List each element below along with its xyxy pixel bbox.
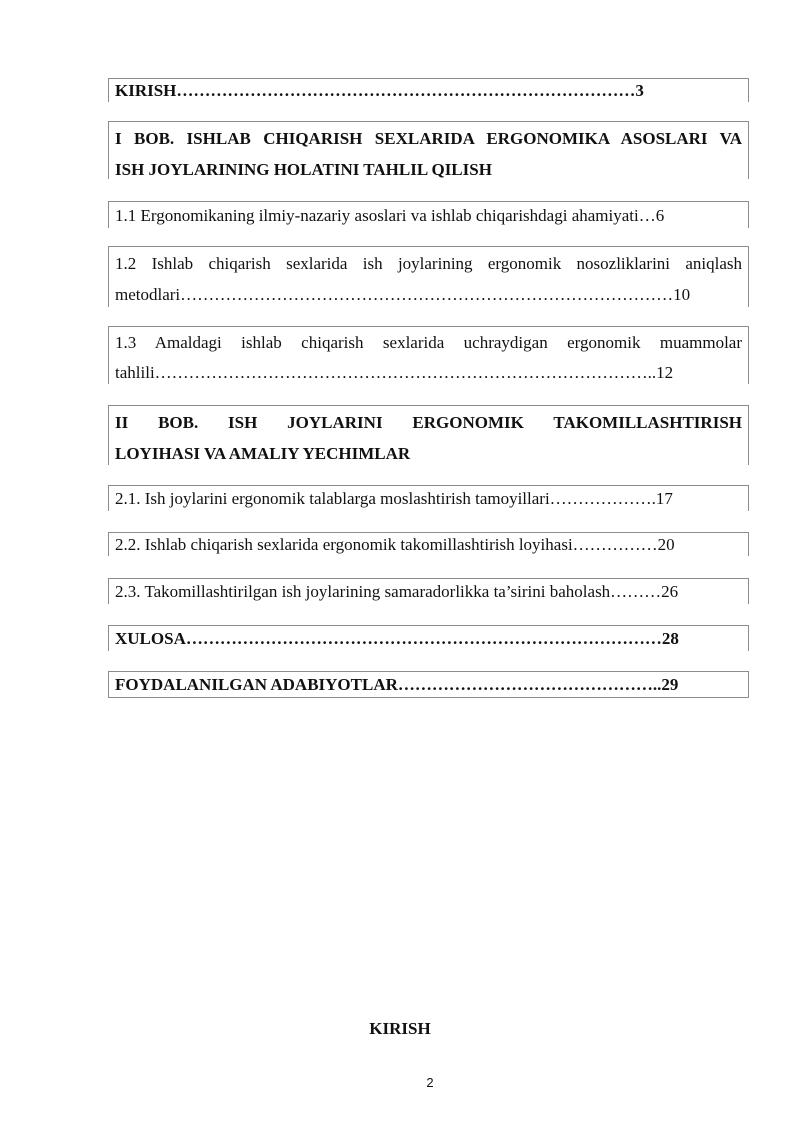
- toc-entry-section-2-2[interactable]: [108, 532, 749, 556]
- toc-entry-text: FOYDALANILGAN ADABIYOTLAR………………………………………..29: [115, 675, 679, 694]
- toc-entry-text: tahlili……………………………………………………………………………..12: [115, 363, 674, 382]
- toc-entry-text: I BOB. ISHLAB CHIQARISH SEXLARIDA ERGONOMIKA ASOSLARI VA: [115, 129, 742, 148]
- toc-entry-text: ISH JOYLARINING HOLATINI TAHLIL QILISH: [115, 160, 492, 179]
- toc-entry-xulosa[interactable]: [108, 625, 749, 651]
- toc-entry-section-1-3[interactable]: [108, 326, 749, 384]
- toc-entry-text: KIRISH………………………………………………………………………3: [115, 81, 644, 100]
- toc-entry-text: II BOB. ISH JOYLARINI ERGONOMIK TAKOMILLASHTIRISH: [115, 413, 742, 432]
- page-number: 2: [426, 1075, 434, 1090]
- toc-entry-text: 2.3. Takomillashtirilgan ish joylarining samaradorlikka ta’sirini baholash………26: [115, 582, 679, 601]
- toc-entry-text: metodlari……………………………………………………………………………10: [115, 285, 691, 304]
- toc-entry-text: XULOSA…………………………………………………………………………28: [115, 629, 679, 648]
- toc-entry-chapter-2[interactable]: [108, 405, 749, 465]
- toc-entry-adabiyotlar[interactable]: [108, 671, 749, 698]
- toc-entry-chapter-1[interactable]: [108, 121, 749, 179]
- section-heading: KIRISH: [369, 1019, 431, 1038]
- toc-entry-text: 1.1 Ergonomikaning ilmiy-nazariy asoslari va ishlab chiqarishdagi ahamiyati…6: [115, 206, 665, 225]
- toc-entry-text: 2.2. Ishlab chiqarish sexlarida ergonomik takomillashtirish loyihasi……………20: [115, 535, 675, 554]
- toc-entry-section-2-1[interactable]: [108, 485, 749, 511]
- toc-entry-section-1-2[interactable]: [108, 246, 749, 307]
- toc-entry-text: 2.1. Ish joylarini ergonomik talablarga moslashtirish tamoyillari……………….17: [115, 489, 673, 508]
- toc-entry-text: 1.3 Amaldagi ishlab chiqarish sexlarida uchraydigan ergonomik muammolar: [115, 333, 742, 352]
- toc-entry-text: LOYIHASI VA AMALIY YECHIMLAR: [115, 444, 411, 463]
- toc-entry-text: 1.2 Ishlab chiqarish sexlarida ish joylarining ergonomik nosozliklarini aniqlash: [115, 254, 742, 273]
- toc-entry-section-2-3[interactable]: [108, 578, 749, 604]
- toc-entry-section-1-1[interactable]: [108, 201, 749, 228]
- toc-entry-kirish[interactable]: [108, 78, 749, 102]
